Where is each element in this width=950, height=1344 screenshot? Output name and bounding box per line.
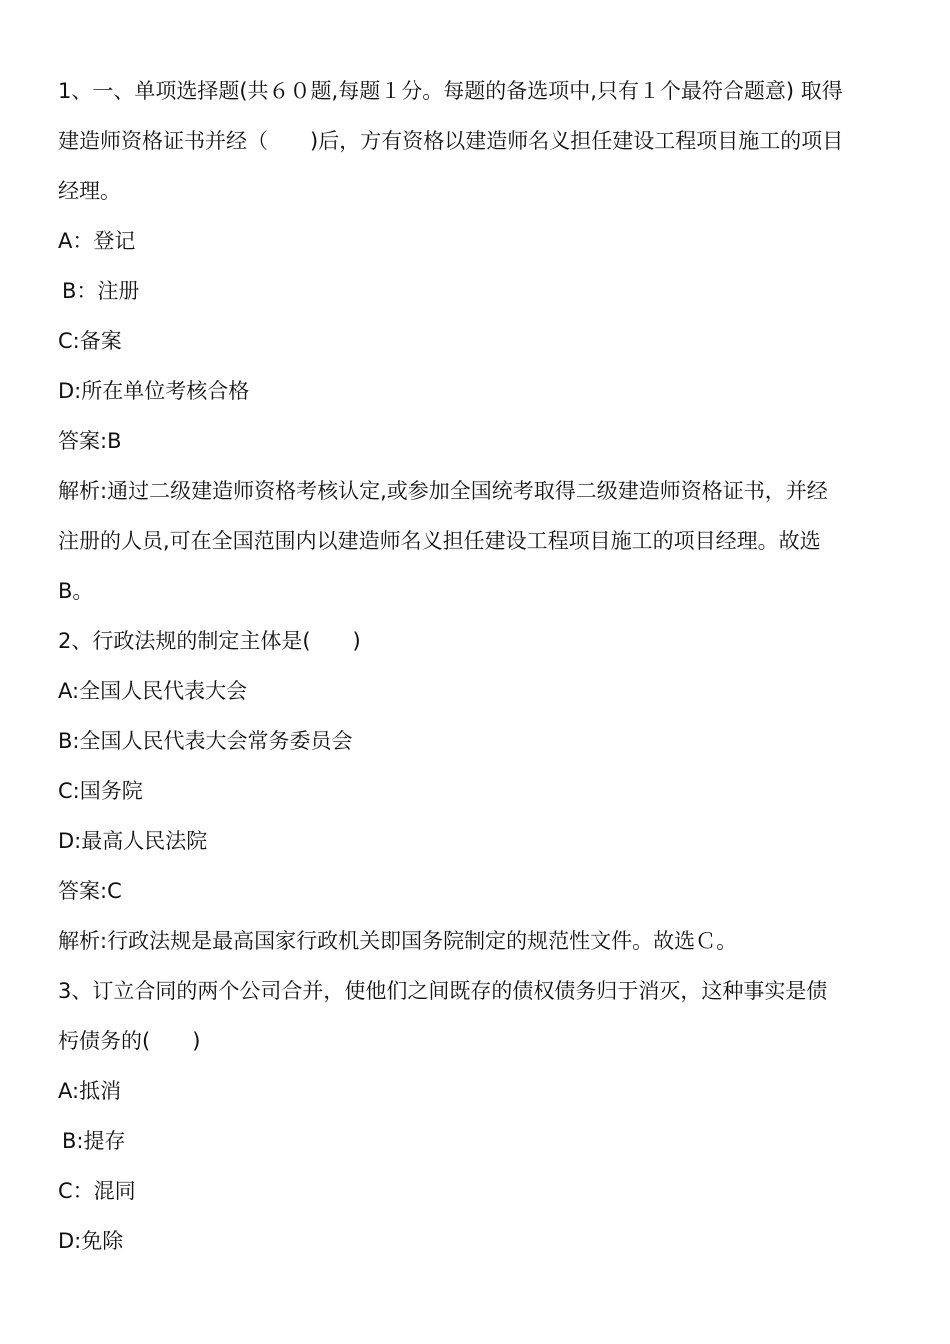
q3-option-b: B:提存 (62, 1129, 126, 1153)
q2-option-b: B:全国人民代表大会常务委员会 (58, 729, 353, 753)
q2-analysis-line-1: 解析:行政法规是最高国家行政机关即国务院制定的规范性文件。故选Ｃ。 (58, 929, 738, 953)
q3-stem-line-2: 杇债务的( ) (58, 1029, 201, 1053)
q2-stem-line-1: 2、行政法规的制定主体是( ) (58, 629, 361, 653)
q3-option-c: C：混同 (58, 1179, 136, 1203)
q1-option-d: D:所在单位考核合格 (58, 379, 250, 403)
q1-option-b: B：注册 (62, 279, 140, 303)
q3-option-a: A:抵消 (58, 1079, 122, 1103)
q3-option-d: D:免除 (58, 1229, 124, 1253)
q3-stem-line-1: 3、订立合同的两个公司合并，使他们之间既存的债权债务归于消灭，这种事实是债 (58, 979, 828, 1003)
document-page (58, 66, 894, 1266)
q1-option-a: A：登记 (58, 229, 136, 253)
q1-analysis-line-3: B。 (58, 579, 94, 603)
q1-analysis-line-1: 解析:通过二级建造师资格考核认定,或参加全国统考取得二级建造师资格证书，并经 (58, 479, 828, 503)
q1-option-c: C:备案 (58, 329, 122, 353)
q1-answer: 答案:B (58, 429, 122, 453)
q1-analysis-line-2: 注册的人员,可在全国范围内以建造师名义担任建设工程项目施工的项目经理。故选 (58, 529, 821, 553)
q2-option-c: C:国务院 (58, 779, 143, 803)
q2-option-a: A:全国人民代表大会 (58, 679, 248, 703)
q2-answer: 答案:C (58, 879, 122, 903)
q1-stem-line-1: 1、一、单项选择题(共６０题,每题１分。每题的备选项中,只有１个最符合题意) 取得 (58, 79, 843, 103)
q2-option-d: D:最高人民法院 (58, 829, 208, 853)
q1-stem-line-3: 经理。 (58, 179, 121, 203)
q1-stem-line-2: 建造师资格证书并经（ )后，方有资格以建造师名义担任建设工程项目施工的项目 (58, 129, 844, 153)
